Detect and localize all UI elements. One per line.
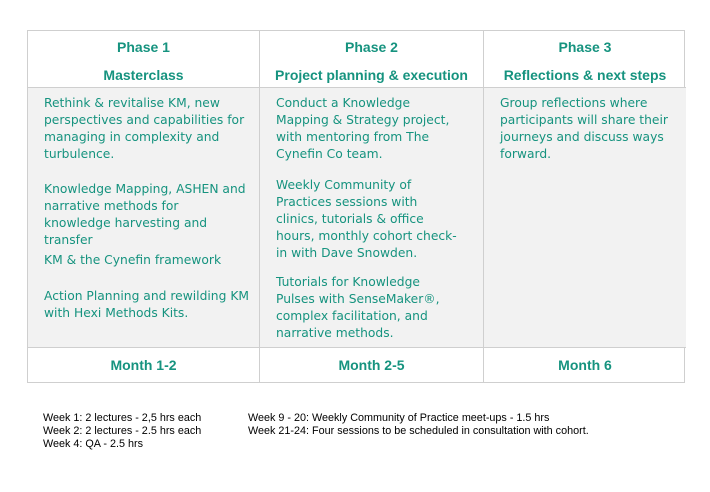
schedule-note: Week 2: 2 lectures - 2.5 hrs each bbox=[43, 425, 202, 437]
phase-column-1 bbox=[28, 31, 260, 382]
phase-item: Knowledge Mapping, ASHEN and narrative methods for knowledge harvesting and transfer bbox=[44, 182, 246, 247]
phase-header bbox=[260, 31, 483, 88]
phase-item: KM & the Cynefin framework bbox=[44, 253, 222, 267]
phase-body bbox=[28, 88, 259, 348]
phase-item: Rethink & revitalise KM, new perspectives and capabilities for managing in complexity and turbulence. bbox=[44, 96, 245, 161]
phase-month: Month 2-5 bbox=[338, 357, 405, 373]
phase-body bbox=[260, 88, 483, 348]
phase-month: Month 1-2 bbox=[110, 357, 177, 373]
phase-item: Action Planning and rewilding KM with Hexi Methods Kits. bbox=[44, 289, 249, 320]
phase-column-3 bbox=[484, 31, 686, 382]
phases-table bbox=[27, 30, 685, 383]
phase-label: Phase 1 bbox=[117, 39, 170, 55]
phase-title: Reflections & next steps bbox=[503, 67, 667, 83]
phase-month: Month 6 bbox=[558, 357, 612, 373]
schedule-note: Week 9 - 20: Weekly Community of Practice meet-ups - 1.5 hrs bbox=[248, 412, 550, 424]
phase-item: Conduct a Knowledge Mapping & Strategy project, with mentoring from The Cynefin Co team. bbox=[276, 96, 450, 161]
phase-item: Group reflections where participants will share their journeys and discuss ways forward. bbox=[500, 96, 668, 161]
phase-item: Tutorials for Knowledge Pulses with SenseMaker®, complex facilitation, and narrative methods. bbox=[276, 275, 440, 340]
schedule-notes-right bbox=[248, 412, 589, 438]
phase-header bbox=[28, 31, 259, 88]
phase-item: Weekly Community of Practices sessions with clinics, tutorials & office hours, monthly cohort check-in with Dave Snowden. bbox=[276, 178, 457, 260]
schedule-notes-left bbox=[43, 412, 201, 451]
schedule-note: Week 1: 2 lectures - 2,5 hrs each bbox=[43, 412, 202, 424]
phase-label: Phase 3 bbox=[558, 39, 612, 55]
phase-title: Project planning & execution bbox=[275, 67, 468, 83]
phase-column-2 bbox=[260, 31, 484, 382]
phase-title: Masterclass bbox=[103, 67, 184, 83]
phase-header bbox=[484, 31, 686, 88]
schedule-note: Week 4: QA - 2.5 hrs bbox=[43, 438, 144, 450]
phase-body bbox=[484, 88, 686, 348]
phase-label: Phase 2 bbox=[345, 39, 398, 55]
schedule-note: Week 21-24: Four sessions to be scheduled in consultation with cohort. bbox=[248, 425, 589, 437]
